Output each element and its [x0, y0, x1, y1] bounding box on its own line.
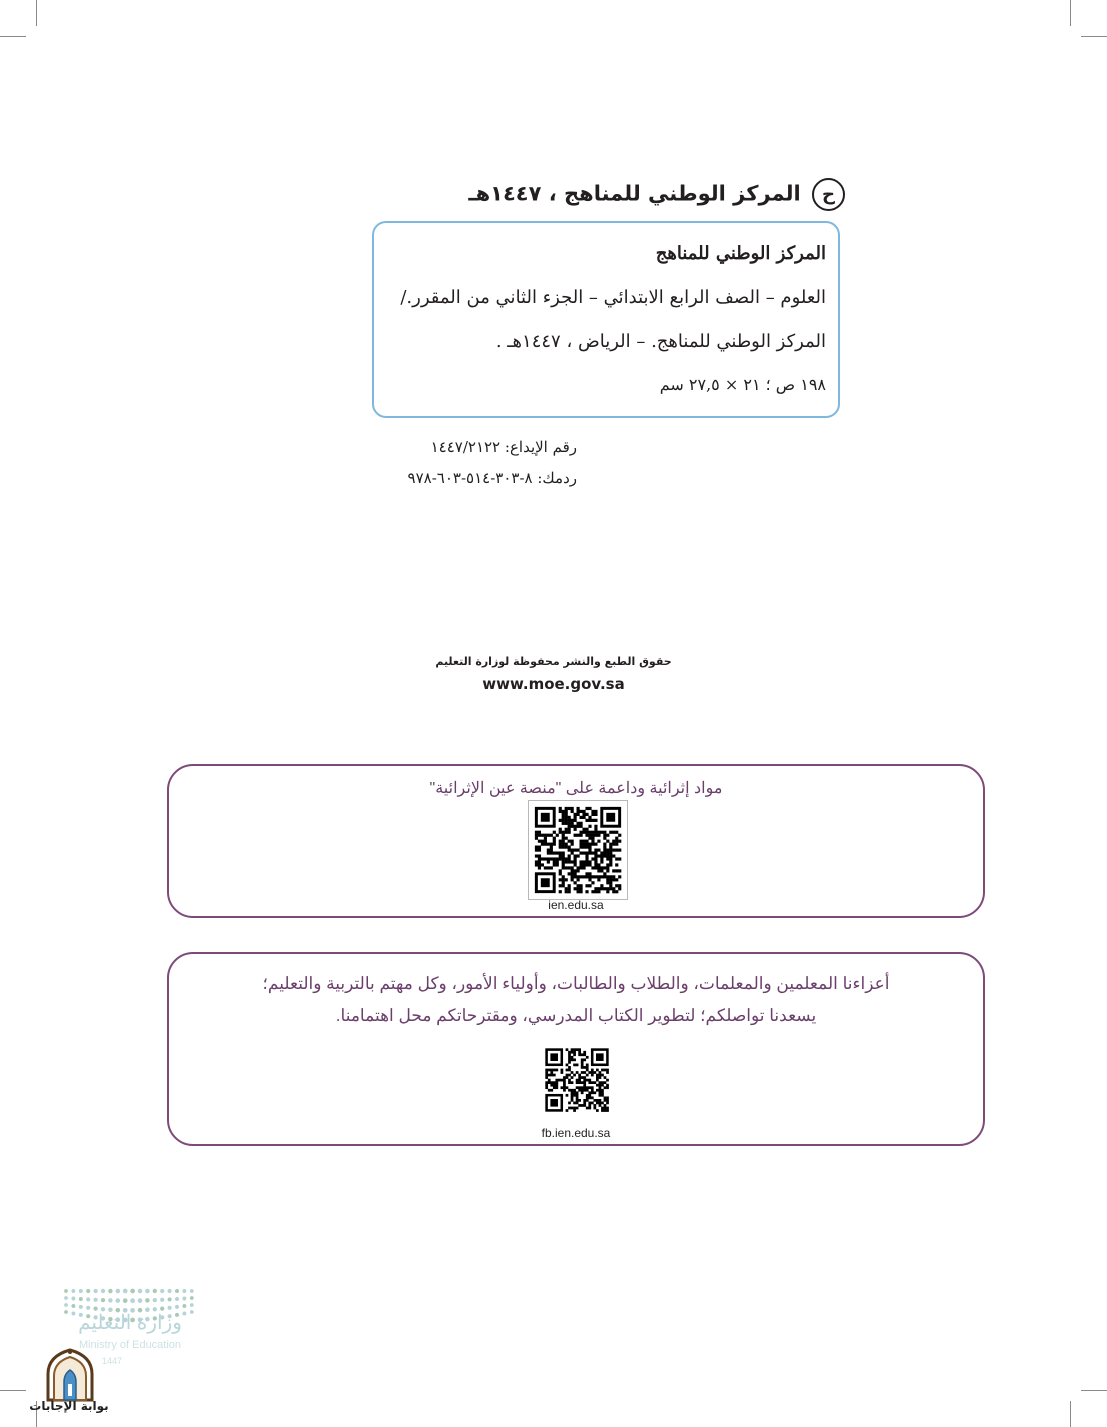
crop-mark	[0, 36, 26, 37]
isbn-number: ردمك: ٨-٣٠٣-٥١٤-٦٠٣-٩٧٨	[407, 469, 577, 487]
feedback-qr-code[interactable]	[541, 1044, 613, 1116]
qr-code-icon	[529, 801, 627, 899]
feedback-qr-caption: fb.ien.edu.sa	[541, 1126, 611, 1140]
catalog-author: المركز الوطني للمناهج	[655, 243, 826, 264]
ministry-year: 1447	[101, 1356, 123, 1366]
feedback-panel	[167, 952, 985, 1146]
mosque-dome-icon	[42, 1348, 98, 1402]
portal-watermark-text: بوابة الإجابات	[29, 1399, 109, 1413]
enrichment-panel	[167, 764, 985, 918]
crop-mark	[36, 0, 37, 26]
crop-mark	[1070, 1401, 1071, 1427]
feedback-panel-line2: يسعدنا تواصلكم؛ لتطوير الكتاب المدرسي، ومقترحاتكم محل اهتمامنا.	[335, 1006, 817, 1025]
feedback-panel-line1: أعزاءنا المعلمين والمعلمات، والطلاب والطالبات، وأولياء الأمور، وكل مهتم بالتربية والتعليم؛	[262, 974, 890, 993]
copyright-circle-symbol: ح	[812, 178, 845, 211]
crop-mark	[1081, 36, 1107, 37]
ministry-name-arabic: وزارة التعليم	[78, 1312, 182, 1334]
copyright-text: المركز الوطني للمناهج ، ١٤٤٧هـ	[468, 181, 801, 206]
qr-code-icon	[541, 1044, 613, 1116]
rights-notice: حقوق الطبع والنشر محفوظة لوزارة التعليم	[435, 655, 672, 668]
enrichment-qr-code[interactable]	[528, 800, 628, 900]
crop-mark	[1070, 0, 1071, 26]
catalog-title: العلوم – الصف الرابع الابتدائي – الجزء الثاني من المقرر./	[400, 287, 826, 308]
moe-website: www.moe.gov.sa	[482, 675, 625, 693]
catalog-physical-description: ١٩٨ ص ؛ ٢١ × ٢٧,٥ سم	[659, 375, 826, 394]
deposit-number: رقم الإيداع: ١٤٤٧/٢١٢٢	[430, 438, 577, 456]
enrichment-qr-caption: ien.edu.sa	[548, 898, 604, 912]
catalog-publisher: المركز الوطني للمناهج. – الرياض ، ١٤٤٧هـ .	[495, 331, 826, 352]
ministry-name-english: Ministry of Education	[78, 1339, 182, 1351]
cataloging-box	[372, 221, 840, 418]
crop-mark	[0, 1390, 26, 1391]
copyright-line	[245, 178, 845, 211]
enrichment-panel-title: مواد إثرائية وداعمة على "منصة عين الإثرائية"	[429, 780, 723, 797]
crop-mark	[1081, 1390, 1107, 1391]
